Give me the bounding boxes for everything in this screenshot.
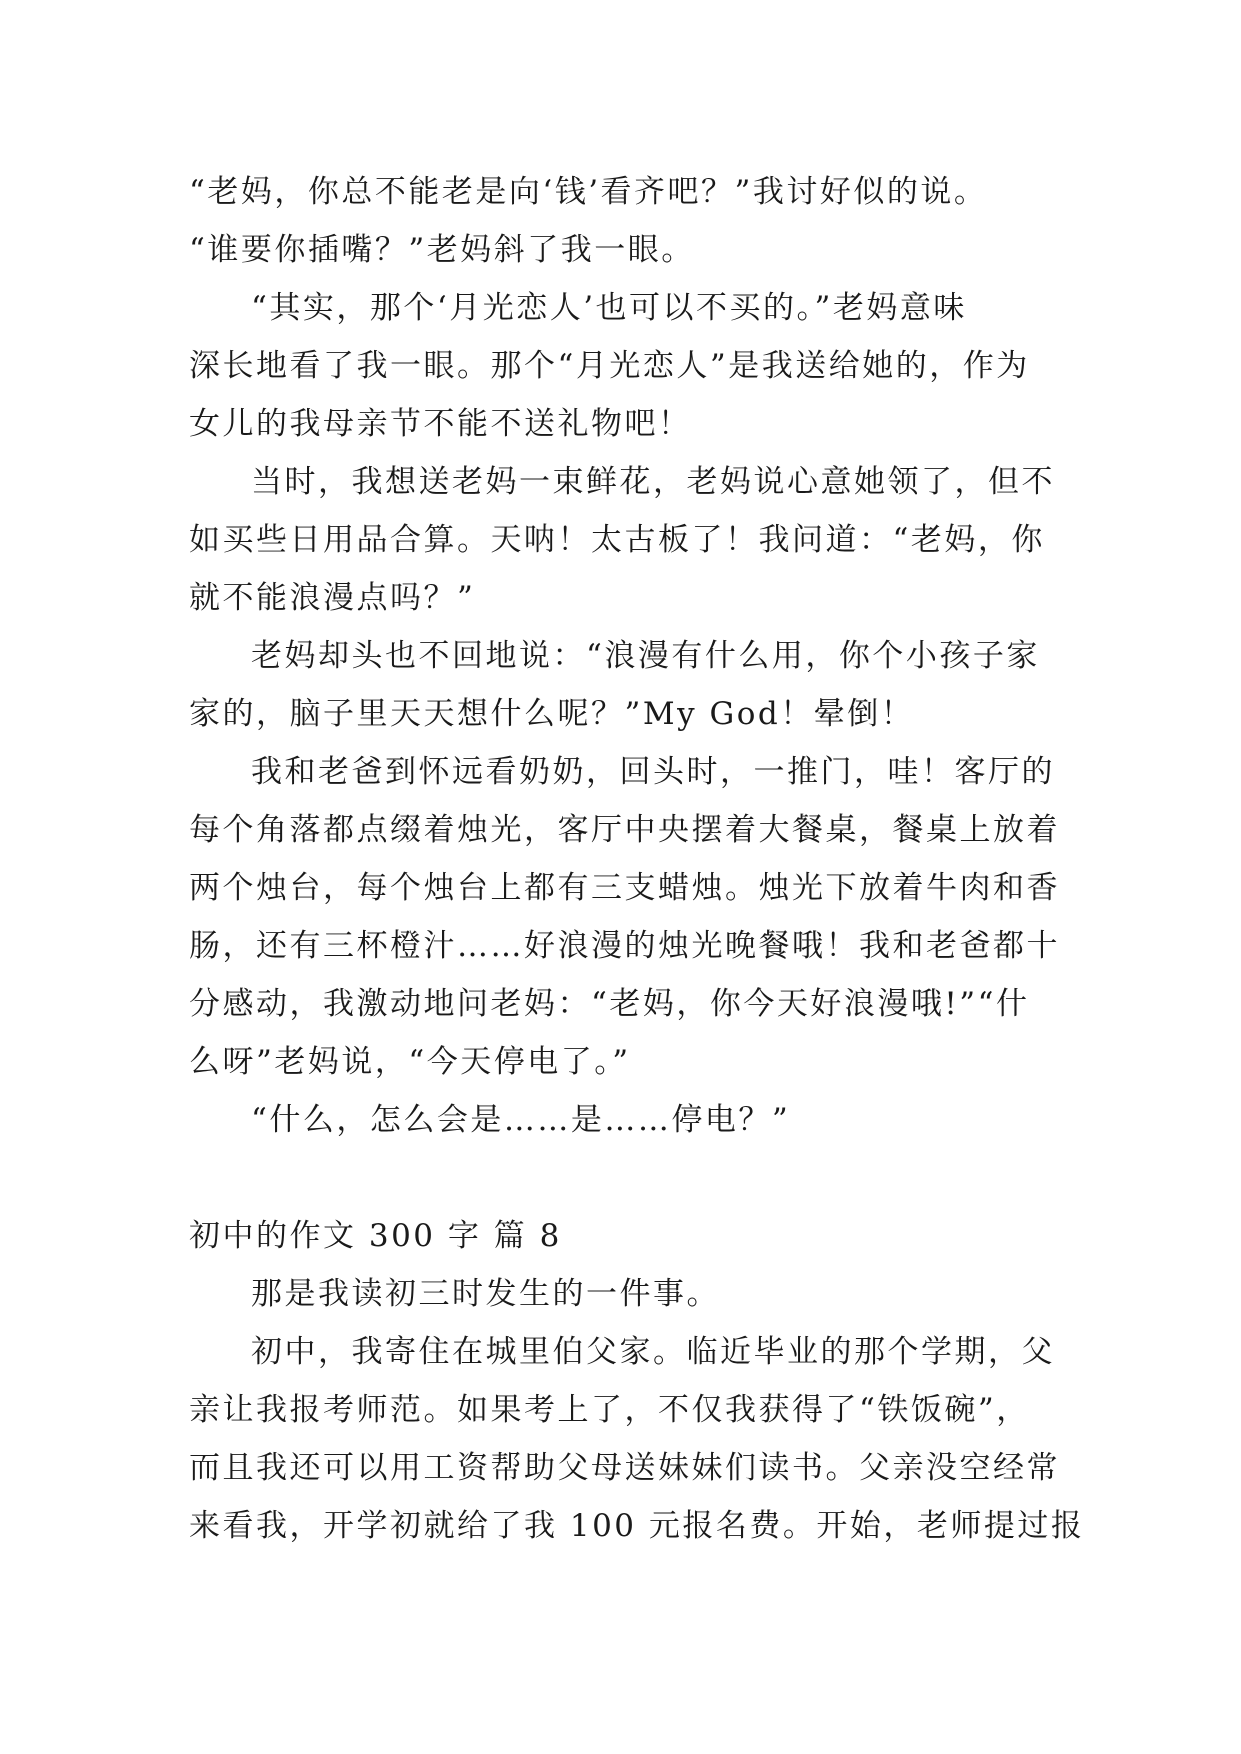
text-line: 两个烛台，每个烛台上都有三支蜡烛。烛光下放着牛肉和香 [189,870,1060,906]
section-gap [189,1149,1055,1207]
section-heading [189,1207,1055,1265]
text-line: 分感动，我激动地问老妈：“老妈，你今天好浪漫哦!”“什 [189,986,1030,1022]
document-page [189,163,1085,1555]
document-body [189,163,1085,1555]
paragraph [189,163,1055,279]
text-line: 而且我还可以用工资帮助父母送妹妹们读书。父亲没空经常 [189,1450,1060,1486]
text-line: “老妈，你总不能老是向‘钱’看齐吧？”我讨好似的说。 [189,174,988,210]
text-line: “什么，怎么会是……是……停电？” [251,1102,791,1138]
text-line: 肠，还有三杯橙汁……好浪漫的烛光晚餐哦！我和老爸都十 [189,928,1060,964]
text-line: 如买些日用品合算。天呐！太古板了！我问道：“老妈，你 [189,522,1045,558]
paragraph [189,627,1055,743]
text-line: “其实，那个‘月光恋人’也可以不买的。”老妈意味 [251,290,967,326]
text-line: 女儿的我母亲节不能不送礼物吧！ [189,406,692,442]
text-line: 就不能浪漫点吗？” [189,580,476,616]
text-line: 初中的作文 300 字 篇 8 [189,1218,562,1254]
text-line: “谁要你插嘴？”老妈斜了我一眼。 [189,232,695,268]
text-line: 我和老爸到怀远看奶奶，回头时，一推门，哇！客厅的 [251,754,1055,790]
text-line: 每个角落都点缀着烛光，客厅中央摆着大餐桌，餐桌上放着 [189,812,1060,848]
text-line: 当时，我想送老妈一束鲜花，老妈说心意她领了，但不 [251,464,1055,500]
paragraph [189,1323,1085,1555]
text-line: 老妈却头也不回地说：“浪漫有什么用，你个小孩子家 [251,638,1040,674]
text-line: 么呀”老妈说，“今天停电了。” [189,1044,631,1080]
paragraph [189,1265,1055,1323]
text-line: 那是我读初三时发生的一件事。 [251,1276,720,1312]
text-line: 初中，我寄住在城里伯父家。临近毕业的那个学期，父 [251,1334,1055,1370]
text-line: 家的，脑子里天天想什么呢？”My God！晕倒！ [189,696,915,732]
text-line: 亲让我报考师范。如果考上了，不仅我获得了“铁饭碗”， [189,1392,1030,1428]
paragraph [189,279,1055,453]
paragraph [189,453,1055,627]
text-line: 深长地看了我一眼。那个“月光恋人”是我送给她的，作为 [189,348,1030,384]
paragraph [189,743,1060,1091]
text-line: 来看我，开学初就给了我 100 元报名费。开始，老师提过报 [189,1508,1085,1544]
paragraph [189,1091,1055,1149]
